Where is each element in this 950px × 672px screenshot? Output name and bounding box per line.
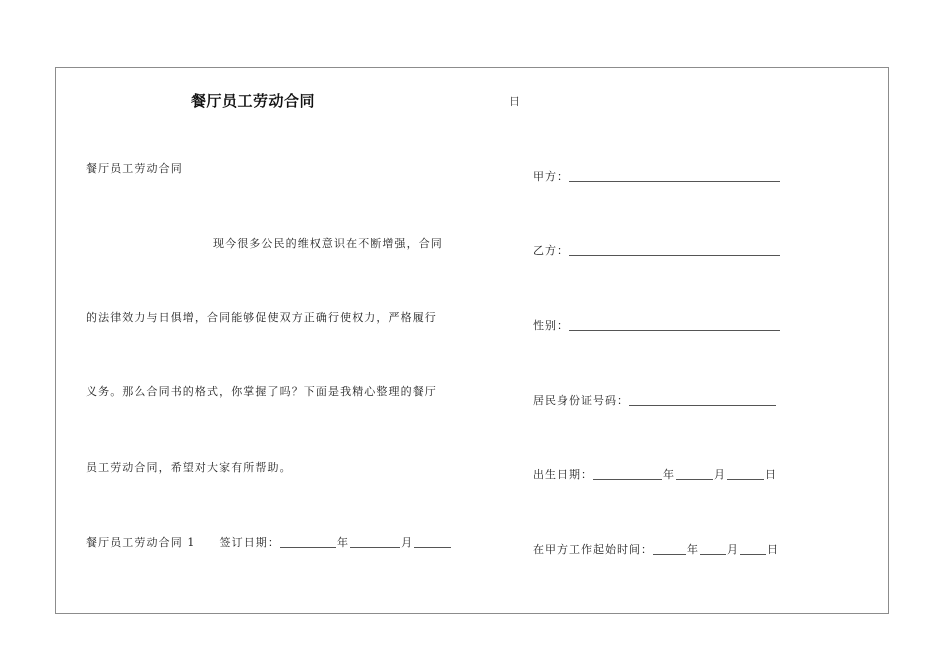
document-page-frame [55,67,889,614]
start-day-unit: 日 [767,543,779,556]
gender-blank[interactable] [569,318,780,331]
stray-day-char: 日 [509,95,520,108]
party-b-row [533,242,780,258]
paragraph-line-4: 员工劳动合同，希望对大家有所帮助。 [86,461,292,474]
gender-label: 性别： [533,319,569,332]
birth-date-row [533,466,778,482]
start-work-label: 在甲方工作起始时间： [533,543,653,556]
paragraph-line-2: 的法律效力与日俱增，合同能够促使双方正确行使权力，严格履行 [86,311,437,324]
gender-row [533,317,780,333]
start-month-unit: 月 [727,543,739,556]
sign-month-blank[interactable] [350,535,400,548]
left-subtitle: 餐厅员工劳动合同 [86,162,183,175]
birth-date-label: 出生日期： [533,468,593,481]
id-number-blank[interactable] [629,393,776,406]
sign-month-unit: 月 [401,536,414,549]
party-a-label: 甲方： [533,170,569,183]
start-month-blank[interactable] [700,542,726,555]
birth-day-blank[interactable] [727,467,764,480]
document-title: 餐厅员工劳动合同 [191,92,316,110]
party-b-blank[interactable] [569,243,780,256]
birth-month-unit: 月 [714,468,726,481]
party-a-row [533,168,780,184]
party-a-blank[interactable] [569,169,780,182]
id-number-row [533,392,776,408]
start-day-blank[interactable] [740,542,766,555]
birth-year-unit: 年 [663,468,675,481]
birth-month-blank[interactable] [676,467,713,480]
party-b-label: 乙方： [533,244,569,257]
start-work-row [533,541,780,557]
start-year-blank[interactable] [653,542,686,555]
paragraph-line-1: 现今很多公民的维权意识在不断增强，合同 [213,237,443,250]
sign-year-unit: 年 [337,536,350,549]
paragraph-line-3: 义务。那么合同书的格式，你掌握了吗？下面是我精心整理的餐厅 [86,385,437,398]
birth-year-blank[interactable] [593,467,662,480]
sign-day-blank[interactable] [414,535,451,548]
birth-day-unit: 日 [765,468,777,481]
sign-year-blank[interactable] [280,535,336,548]
contract-sign-row [86,534,451,550]
contract-heading: 餐厅员工劳动合同 1 [86,536,196,549]
id-number-label: 居民身份证号码： [533,394,629,407]
start-year-unit: 年 [687,543,699,556]
sign-date-label: 签订日期： [219,536,280,549]
